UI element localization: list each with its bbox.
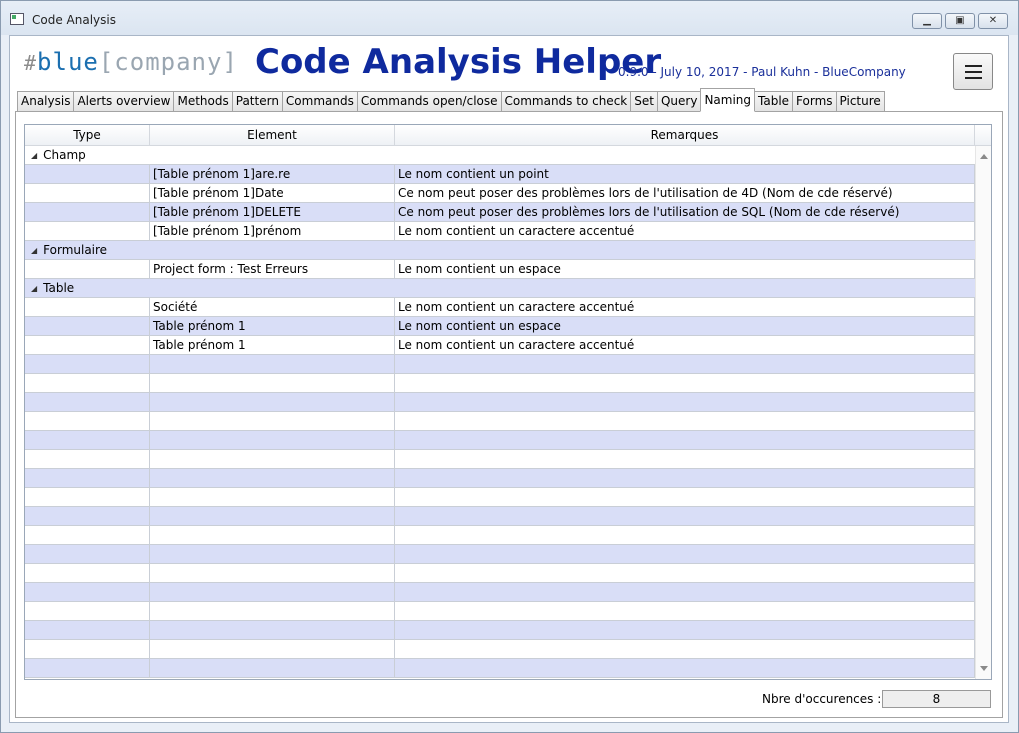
- empty-row[interactable]: [25, 583, 975, 602]
- minimize-button[interactable]: [912, 13, 942, 29]
- grid-rows: [25, 146, 975, 678]
- group-row[interactable]: [25, 146, 975, 165]
- element-cell: [Table prénom 1]are.re: [150, 165, 395, 183]
- type-cell: [25, 260, 150, 278]
- group-label: Formulaire: [43, 243, 108, 257]
- empty-row[interactable]: [25, 393, 975, 412]
- table-row[interactable]: [25, 222, 975, 241]
- column-header-type[interactable]: Type: [25, 125, 150, 145]
- tab-bar: [17, 91, 884, 111]
- title-bar: [1, 1, 1018, 35]
- scroll-up-icon[interactable]: [980, 154, 988, 159]
- scroll-down-icon[interactable]: [980, 666, 988, 671]
- type-cell: [25, 298, 150, 316]
- element-cell: [Table prénom 1]Date: [150, 184, 395, 202]
- type-cell: [25, 184, 150, 202]
- remark-cell: Ce nom peut poser des problèmes lors de l'utilisation de SQL (Nom de cde réservé): [395, 203, 975, 221]
- expand-triangle-icon[interactable]: ◢: [31, 284, 38, 293]
- close-icon: ✕: [988, 15, 998, 26]
- empty-row[interactable]: [25, 469, 975, 488]
- group-label: Champ: [43, 148, 86, 162]
- type-cell: [25, 222, 150, 240]
- tab-picture[interactable]: Picture: [836, 91, 885, 112]
- table-row[interactable]: [25, 184, 975, 203]
- tab-alerts-overview[interactable]: Alerts overview: [73, 91, 174, 112]
- tab-table[interactable]: Table: [754, 91, 793, 112]
- empty-row[interactable]: [25, 431, 975, 450]
- maximize-icon: ▣: [955, 15, 965, 26]
- empty-row[interactable]: [25, 621, 975, 640]
- tab-query[interactable]: Query: [657, 91, 701, 112]
- vertical-scrollbar[interactable]: [975, 146, 992, 679]
- company-logo: #blue[company]: [24, 48, 238, 76]
- tab-pattern[interactable]: Pattern: [232, 91, 283, 112]
- empty-row[interactable]: [25, 602, 975, 621]
- table-row[interactable]: [25, 165, 975, 184]
- version-info: 0.9.0 - July 10, 2017 - Paul Kuhn - BlueCompany: [618, 65, 906, 79]
- expand-triangle-icon[interactable]: ◢: [31, 151, 38, 160]
- naming-grid: [24, 124, 992, 680]
- tab-commands[interactable]: Commands: [282, 91, 358, 112]
- empty-row[interactable]: [25, 526, 975, 545]
- remark-cell: Le nom contient un espace: [395, 260, 975, 278]
- empty-row[interactable]: [25, 450, 975, 469]
- group-row[interactable]: [25, 279, 975, 298]
- element-cell: Project form : Test Erreurs: [150, 260, 395, 278]
- empty-row[interactable]: [25, 659, 975, 678]
- type-cell: [25, 336, 150, 354]
- table-row[interactable]: [25, 336, 975, 355]
- empty-row[interactable]: [25, 374, 975, 393]
- app-title: Code Analysis Helper: [255, 42, 662, 82]
- remark-cell: Le nom contient un caractere accentué: [395, 336, 975, 354]
- window-title: Code Analysis: [32, 13, 116, 27]
- close-button[interactable]: [978, 13, 1008, 29]
- remark-cell: Le nom contient un point: [395, 165, 975, 183]
- column-header-remarques[interactable]: Remarques: [395, 125, 975, 145]
- occurrences-label: Nbre d'occurences :: [762, 692, 882, 706]
- tab-methods[interactable]: Methods: [173, 91, 232, 112]
- expand-triangle-icon[interactable]: ◢: [31, 246, 38, 255]
- remark-cell: Ce nom peut poser des problèmes lors de l'utilisation de 4D (Nom de cde réservé): [395, 184, 975, 202]
- hamburger-icon: [965, 65, 982, 67]
- empty-row[interactable]: [25, 545, 975, 564]
- element-cell: Table prénom 1: [150, 317, 395, 335]
- element-cell: Table prénom 1: [150, 336, 395, 354]
- table-row[interactable]: [25, 260, 975, 279]
- tab-commands-to-check[interactable]: Commands to check: [501, 91, 632, 112]
- column-header-element[interactable]: Element: [150, 125, 395, 145]
- empty-row[interactable]: [25, 412, 975, 431]
- empty-row[interactable]: [25, 640, 975, 659]
- client-area: [9, 35, 1009, 723]
- grid-header: [25, 125, 991, 146]
- table-row[interactable]: [25, 317, 975, 336]
- remark-cell: Le nom contient un caractere accentué: [395, 298, 975, 316]
- remark-cell: Le nom contient un caractere accentué: [395, 222, 975, 240]
- type-cell: [25, 317, 150, 335]
- app-icon: [10, 13, 24, 25]
- empty-row[interactable]: [25, 488, 975, 507]
- element-cell: [Table prénom 1]prénom: [150, 222, 395, 240]
- group-row[interactable]: [25, 241, 975, 260]
- table-row[interactable]: [25, 203, 975, 222]
- group-label: Table: [43, 281, 75, 295]
- empty-row[interactable]: [25, 355, 975, 374]
- tab-set[interactable]: Set: [630, 91, 658, 112]
- minimize-icon: ▁: [923, 15, 931, 26]
- element-cell: [Table prénom 1]DELETE: [150, 203, 395, 221]
- type-cell: [25, 165, 150, 183]
- table-row[interactable]: [25, 298, 975, 317]
- tab-naming[interactable]: Naming: [700, 88, 755, 112]
- empty-row[interactable]: [25, 507, 975, 526]
- tab-forms[interactable]: Forms: [792, 91, 836, 112]
- tab-analysis[interactable]: Analysis: [17, 91, 74, 112]
- occurrences-count: 8: [882, 690, 991, 708]
- type-cell: [25, 203, 150, 221]
- remark-cell: Le nom contient un espace: [395, 317, 975, 335]
- naming-panel: [15, 111, 1003, 718]
- maximize-button[interactable]: [945, 13, 975, 29]
- element-cell: Société: [150, 298, 395, 316]
- menu-button[interactable]: [953, 53, 993, 90]
- tab-commands-open-close[interactable]: Commands open/close: [357, 91, 502, 112]
- empty-row[interactable]: [25, 564, 975, 583]
